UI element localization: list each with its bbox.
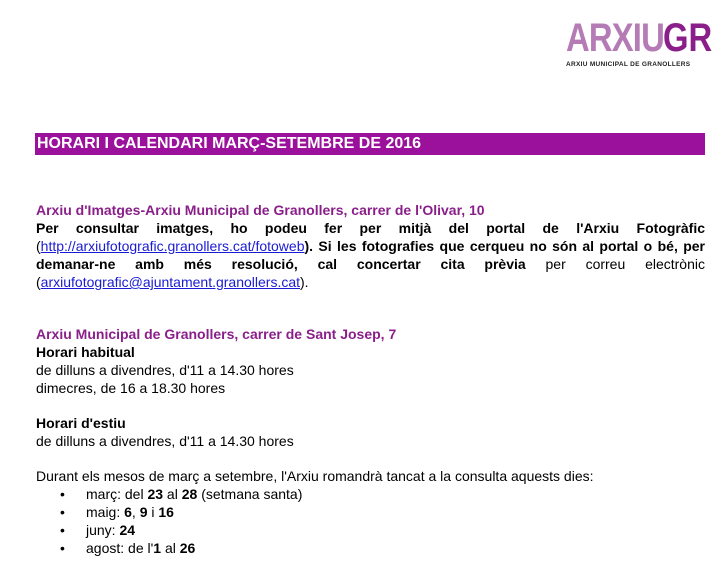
end-text: ). [300,274,309,290]
fotoweb-link[interactable]: http://arxiufotografic.granollers.cat/fotoweb [40,238,305,254]
logo-subtitle: ARXIU MUNICIPAL DE GRANOLLERS [566,61,691,68]
habitual-title: Horari habitual [36,344,135,360]
summer-line: de dilluns a divendres, d'11 a 14.30 hores [36,433,294,449]
section-heading: Arxiu d'Imatges-Arxiu Municipal de Granollers, carrer de l'Olivar, 10 [36,202,485,218]
paren-open: ( [36,238,41,254]
logo-arxiu: ARXIU [566,16,664,60]
closure-item: • maig: 6, 9 i 16 [36,503,705,521]
schedule-banner: HORARI I CALENDARI MARÇ-SETEMBRE DE 2016 [35,133,705,155]
section-heading: Arxiu Municipal de Granollers, carrer de Sant Josep, 7 [36,326,397,342]
email-intro-text: per correu electrònic ( [36,256,705,290]
consult-text: Per consultar imatges, ho podeu fer per mitjà del portal de l'Arxiu Fotogràfic [36,220,705,236]
email-link[interactable]: arxiufotografic@ajuntament.granollers.cat [40,274,301,290]
closure-intro: Durant els mesos de març a setembre, l'Arxiu romandrà tancat a la consulta aquests dies: [36,468,594,484]
habitual-line: de dilluns a divendres, d'11 a 14.30 hores [36,362,294,378]
closure-list [36,485,705,557]
habitual-line: dimecres, de 16 a 18.30 hores [36,380,226,396]
logo-wordmark [566,16,713,60]
image-archive-paragraph [36,219,705,291]
paren-close: ). [304,238,314,254]
logo [566,16,713,68]
section-municipal-archive [36,325,705,557]
closure-item: • agost: de l'1 al 26 [36,539,705,557]
appointment-text: Si les fotografies que cerqueu no són al portal o bé, per demanar-ne amb més resolució, cal concertar cita prèvia [36,238,705,272]
closure-item: • març: del 23 al 28 (setmana santa) [36,485,705,503]
closure-item: • juny: 24 [36,521,705,539]
logo-gr: GR [663,16,713,60]
summer-title: Horari d'estiu [36,415,126,431]
section-image-archive [36,201,705,291]
